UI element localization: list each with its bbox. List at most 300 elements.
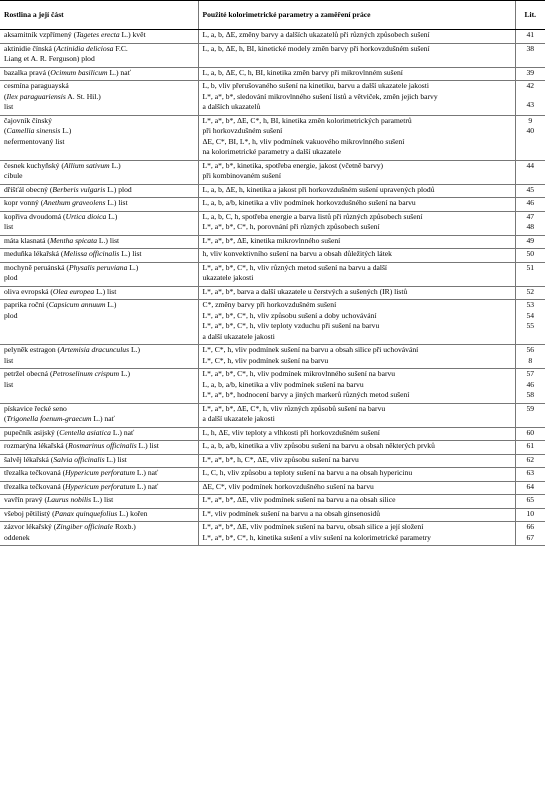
cell-line [203,391,511,402]
latin-name: Mentha spicata [49,235,97,245]
text-segment: dřišťál obecný ( [4,184,53,194]
latin-name: Centella asiatica [59,427,111,437]
reference-number: 48 [526,222,535,231]
reference-number: 52 [526,286,535,296]
latin-name: Ocimum basilicum [50,67,108,77]
parameters-cell [198,403,515,427]
text-segment: plod [4,310,18,320]
parameters-cell [198,184,515,198]
reference-number: 62 [526,454,535,464]
cell-line [203,357,511,368]
text-segment: L.) nať [134,481,159,491]
plant-cell [0,286,198,300]
text-segment: L*, a*, b*, C*, h, kinetika sušení a vliv sušení na kolorimetrické parametry [202,532,431,542]
text-segment: L.) nať [91,414,115,423]
text-segment: kopřiva dvoudomá ( [4,211,66,221]
parameters-cell [198,427,515,441]
parameters-cell [198,468,515,482]
text-segment: L.) nať [110,427,135,437]
text-segment: L, a, b, a/b, kinetika a vliv podmínek horkovzdušného sušení na barvu [202,198,416,207]
text-segment: meduňka lékařská ( [4,249,64,258]
plant-cell [0,30,198,44]
reference-number: 59 [526,403,535,413]
cell-line [203,237,511,248]
text-segment: L.) list [136,441,159,450]
cell-line [4,456,194,467]
table-row [0,249,545,263]
cell-line [4,346,194,357]
table-row [0,495,545,509]
text-segment: L, a, b, ΔE, C, h, BI, kinetika změn barvy při mikrovlnném sušení [202,67,403,77]
cell-line [203,31,511,42]
text-segment: L, a, b, C, h, spotřeba energie a barva listů při různých způsobech sušení [202,211,423,221]
text-segment: L*, a*, b*, ΔE, vliv podmínek sušení na barvu a na obsah silice [202,495,396,504]
literature-cell [515,345,545,369]
cell-line [4,523,194,534]
text-segment: plod [4,273,18,282]
reference-number: 46 [526,379,535,389]
text-segment: čajovník čínský [4,115,52,125]
table-row [0,300,545,345]
cell-line [4,274,194,285]
text-segment: všeboj pětilistý ( [4,508,55,518]
text-segment: L*, C*, h, vliv podmínek sušení na barvu [202,355,329,365]
latin-name: Tagetes erecta [76,30,120,39]
cell-line [4,69,194,80]
text-segment: aktinidie čínská ( [4,43,57,53]
text-segment: a další ukazatele jakosti [202,414,275,423]
table-row [0,198,545,212]
table-row [0,468,545,482]
plant-cell [0,345,198,369]
reference-number: 51 [526,262,535,272]
literature-cell [515,67,545,81]
reference-number: 43 [526,99,535,109]
text-segment: L, a, b, ΔE, h, BI, kinetické modely změn barvy při horkovzdušném sušení [202,43,430,53]
text-segment: L*, a*, b*, ΔE, C*, h, vliv různých způsobů sušení na barvu [202,403,386,413]
text-segment: Liang et A. R. Ferguson) plod [4,54,95,63]
text-segment: L, h, ΔE, vliv teploty a vlhkosti při horkovzdušném sušení [202,427,380,437]
parameters-cell [198,160,515,184]
plant-cell [0,235,198,249]
parameters-cell [198,522,515,546]
reference-number: 50 [526,249,535,258]
text-segment: L.) [60,126,72,135]
cell-line [203,429,511,440]
text-segment: L, a, b, ΔE, h, kinetika a jakost při horkovzdušném sušení upravených plodů [202,184,435,194]
cell-line [4,312,194,323]
text-segment: L*, a*, b*, ΔE, C*, h, BI, kinetika změn kolorimetrických parametrů [202,115,412,125]
cell-line [4,55,194,66]
text-segment: L*, a*, b*, C*, h, porovnání při různých způsobech sušení [202,222,380,231]
text-segment: šalvěj lékařská ( [4,454,54,464]
cell-line [4,103,194,114]
text-segment: list [4,379,14,389]
text-segment: ( [4,126,7,135]
cell-line [4,237,194,248]
text-segment: kopr vonný ( [4,198,44,207]
literature-cell [515,184,545,198]
latin-name: Capsicum annuum [48,300,106,309]
table-row [0,345,545,369]
text-segment: L.) nať [134,468,159,477]
latin-name: Artemisia dracunculus [60,345,130,354]
latin-name: Rosmarinus officinalis [68,441,137,450]
text-segment: oliva evropská ( [4,286,53,296]
text-segment: L.) [109,160,121,170]
text-segment: L, a, b, ΔE, změny barvy a dalších ukazatelů při různých způsobech sušení [202,30,430,39]
literature-cell [515,81,545,116]
table-row [0,235,545,249]
text-segment: třezalka tečkovaná ( [4,481,66,491]
text-segment: cesmína paraguayská [4,81,69,90]
text-segment: L.) květ [119,30,146,39]
literature-cell [515,235,545,249]
reference-number: 65 [526,495,535,504]
latin-name: Camellia sinensis [6,126,61,135]
cell-line [203,510,511,521]
cell-line [203,69,511,80]
text-segment: a dalších ukazatelů [202,102,261,111]
parameters-cell [198,300,515,345]
reference-number: 8 [528,355,533,365]
reference-number: 60 [526,427,535,437]
literature-cell [515,441,545,455]
text-segment: list [4,355,14,365]
literature-cell [515,43,545,67]
literature-cell [515,160,545,184]
text-segment: zázvor lékařský ( [4,522,57,531]
text-segment: a další ukazatele jakosti [202,331,275,341]
plant-cell [0,249,198,263]
plant-cell [0,81,198,116]
text-segment: ΔE, C*, BI, L*, h, vliv podmínek vakuového mikrovlnného sušení [202,136,405,146]
text-segment: L*, a*, b*, h, C*, ΔE, vliv způsobu sušení na barvu [202,454,359,464]
text-segment: L.) list [91,495,114,504]
reference-number: 54 [526,310,535,320]
text-segment: na kolorimetrické parametry a další ukazatele [202,147,342,156]
reference-number: 57 [526,369,535,378]
text-segment: pelyněk estragon ( [4,345,61,354]
parameters-cell [198,262,515,286]
plant-cell [0,43,198,67]
reference-number: 44 [526,160,535,170]
text-segment: L*, a*, b*, C*, h, vliv teploty vzduchu při sušení na barvu [202,321,380,330]
latin-name: Petroselinum crispum [52,369,120,378]
text-segment: bazalka pravá ( [4,67,51,77]
reference-number: 55 [526,321,535,330]
text-segment: L.) list [94,286,117,296]
text-segment: A. St. Hil.) [65,91,101,101]
plant-cell [0,454,198,468]
text-segment: list [4,222,14,231]
literature-cell [515,427,545,441]
plant-cell [0,184,198,198]
cell-line [203,469,511,480]
table-body [0,30,545,546]
text-segment: pískavice řecké seno [4,403,67,413]
parameters-cell [198,198,515,212]
plant-cell [0,198,198,212]
cell-line [4,442,194,453]
literature-cell [515,30,545,44]
text-segment: L*, vliv podmínek sušení na barvu a na obsah ginsenosidů [202,508,381,518]
text-segment: třezalka tečkovaná ( [4,468,66,477]
text-segment: L.) [106,211,118,221]
text-segment: L.) plod [105,184,132,194]
latin-name: Olea europea [52,286,95,296]
latin-name: Ilex paraguariensis [6,91,66,101]
table-row [0,184,545,198]
parameters-cell [198,495,515,509]
text-segment: L.) list [119,249,142,258]
literature-cell [515,211,545,235]
cell-line [203,442,511,453]
cell-line [203,148,511,159]
text-segment: L.) kořen [117,508,148,518]
table-row [0,481,545,495]
text-segment: L, a, b, a/b, kinetika a vliv podmínek sušení na barvu [202,379,364,389]
literature-cell [515,522,545,546]
latin-name: Hypericum perforatum [65,468,135,477]
cell-line [203,274,511,285]
text-segment: mochyně peruánská ( [4,262,69,272]
parameters-cell [198,81,515,116]
cell-line [4,301,194,312]
parameters-cell [198,441,515,455]
table-row [0,403,545,427]
cell-line [4,138,194,149]
plant-cell [0,441,198,455]
text-segment: vavřín pravý ( [4,495,48,504]
cell-line [203,172,511,183]
plant-cell [0,403,198,427]
table-row [0,427,545,441]
text-segment: rozmarýna lékařská ( [4,441,69,450]
plant-cell [0,369,198,404]
table-row [0,262,545,286]
text-segment: L.) [129,345,141,354]
table-row [0,160,545,184]
text-segment: L.) [127,262,139,272]
cell-line [4,213,194,224]
latin-name: Melissa officinalis [63,249,120,258]
reference-number: 56 [526,345,535,354]
text-segment: L*, a*, b*, sledování mikrovlnného sušení listů a větviček, změn jejich barvy [202,91,438,101]
text-segment: oddenek [4,532,30,542]
cell-line [4,415,194,426]
cell-line [203,333,511,344]
latin-name: Physalis peruviana [68,262,128,272]
parameters-cell [198,454,515,468]
parameters-cell [198,235,515,249]
header-parameters: Použité kolorimetrické parametry a zaměření práce [198,1,515,30]
literature-cell [515,468,545,482]
parameters-cell [198,369,515,404]
cell-line [203,483,511,494]
plant-cell [0,211,198,235]
text-segment: L*, a*, b*, C*, h, vliv různých metod sušení na barvu a další [202,262,388,272]
table-row [0,454,545,468]
text-segment: h, vliv konvektivního sušení na barvu a obsah důležitých látek [202,249,392,258]
text-segment: C*, změny barvy při horkovzdušném sušení [202,300,337,309]
text-segment: ΔE, C*, vliv podmínek horkovzdušného sušení na barvu [202,481,374,491]
reference-number: 66 [526,522,535,531]
reference-number: 40 [526,126,535,135]
plant-cell [0,427,198,441]
plant-cell [0,508,198,522]
text-segment: L*, C*, h, vliv podmínek sušení na barvu a obsah silice při uchovávání [202,345,419,354]
reference-number: 10 [526,508,535,518]
cell-line [4,510,194,521]
cell-line [203,45,511,56]
literature-cell [515,249,545,263]
cell-line [4,370,194,381]
text-segment: L*, a*, b*, ΔE, kinetika mikrovlnného sušení [202,235,341,245]
text-segment: L.) nať [107,67,131,77]
table-row [0,43,545,67]
table-row [0,211,545,235]
text-segment: petržel obecná ( [4,369,53,378]
reference-number: 41 [526,30,535,39]
text-segment: L*, a*, b*, kinetika, spotřeba energie, jakost (včetně barvy) [202,160,384,170]
cell-line [203,250,511,261]
latin-name: Panax quinquefolius [54,508,118,518]
reference-number: 67 [526,532,535,542]
text-segment: L*, a*, b*, C*, h, vliv podmínek mikrovlnného sušení na barvu [202,369,396,378]
literature-cell [515,454,545,468]
text-segment: česnek kuchyňský ( [4,160,64,170]
text-segment: L.) list [104,454,127,464]
parameters-cell [198,67,515,81]
cell-line [4,357,194,368]
literature-cell [515,508,545,522]
parameters-cell [198,115,515,160]
cell-line [203,534,511,545]
cell-line [203,103,511,114]
reference-number: 42 [526,81,535,90]
cell-line [4,31,194,42]
cell-line [4,288,194,299]
text-segment: ukazatele jakosti [202,273,254,282]
parameters-cell [198,211,515,235]
plant-cell [0,67,198,81]
header-literature: Lit. [515,1,545,30]
cell-line [203,288,511,299]
parameters-cell [198,30,515,44]
literature-cell [515,262,545,286]
table-row [0,81,545,116]
text-segment: L*, a*, b*, ΔE, vliv podmínek sušení na barvu, obsah silice a její složení [202,522,424,531]
latin-name: Trigonella foenum-graecum [6,414,92,423]
cell-line [4,381,194,392]
text-segment: cibule [4,171,23,180]
cell-line [4,199,194,210]
latin-name: Laurus nobilis [47,495,92,504]
text-segment: L.) list [97,235,120,245]
latin-name: Urtica dioica [65,211,107,221]
table-row [0,115,545,160]
literature-cell [515,300,545,345]
cell-line [4,469,194,480]
plant-cell [0,481,198,495]
reference-number: 9 [528,115,533,125]
cell-line [4,250,194,261]
table-row [0,67,545,81]
reference-number: 47 [526,211,535,221]
parameters-cell [198,286,515,300]
latin-name: Actinidia deliciosa [56,43,114,53]
text-segment: list [4,102,14,111]
text-segment: při horkovzdušném sušení [202,126,283,135]
plant-cell [0,300,198,345]
latin-name: Berberis vulgaris [52,184,106,194]
parameters-cell [198,481,515,495]
literature-cell [515,495,545,509]
text-segment: pupečník asijský ( [4,427,60,437]
cell-line [4,172,194,183]
literature-cell [515,286,545,300]
cell-line [4,429,194,440]
text-segment: aksamitník vzpřímený ( [4,30,77,39]
table-row [0,441,545,455]
plant-cell [0,495,198,509]
cell-line [4,496,194,507]
text-segment: paprika roční ( [4,300,49,309]
latin-name: Zingiber officinale [56,522,114,531]
latin-name: Hypericum perforatum [65,481,135,491]
table-header-row [0,1,545,30]
header-plant: Rostlina a její část [0,1,198,30]
text-segment: L.) [105,300,117,309]
parameters-cell [198,43,515,67]
cell-line [203,415,511,426]
cell-line [4,162,194,173]
text-segment: L*, a*, b*, hodnocení barvy a jiných markerů různých metod sušení [202,390,410,399]
cell-line [4,264,194,275]
text-segment: máta klasnatá ( [4,235,50,245]
text-segment: L, a, b, a/b, kinetika a vliv způsobu sušení na barvu a obsah některých prvků [202,441,435,450]
latin-name: Salvia officinalis [53,454,105,464]
reference-number: 49 [526,235,535,245]
text-segment: nefermentovaný list [4,136,65,146]
cell-line [203,456,511,467]
latin-name: Anethum graveolens [43,198,106,207]
parameters-cell [198,508,515,522]
reference-number: 61 [526,441,535,450]
reference-number: 63 [526,468,535,477]
plant-cell [0,522,198,546]
table-row [0,369,545,404]
plant-cell [0,115,198,160]
text-segment: L.) [119,369,131,378]
table-row [0,30,545,44]
cell-line [203,199,511,210]
text-segment: L, b, vliv přerušovaného sušení na kinetiku, barvu a další ukazatele jakosti [202,81,429,90]
text-segment: L, C, h, vliv způsobu a teploty sušení na barvu a na obsah hypericinu [202,468,413,477]
cell-line [4,534,194,545]
cell-line [4,186,194,197]
text-segment: Roxb.) [113,522,136,531]
cell-line [203,186,511,197]
text-segment: L*, a*, b*, C*, h, vliv způsobu sušení a doby uchovávání [202,310,377,320]
text-segment: F.C. [113,43,128,53]
literature-cell [515,115,545,160]
literature-cell [515,481,545,495]
text-segment: L.) list [105,198,128,207]
reference-number: 64 [526,481,535,491]
reference-number: 45 [526,184,535,194]
